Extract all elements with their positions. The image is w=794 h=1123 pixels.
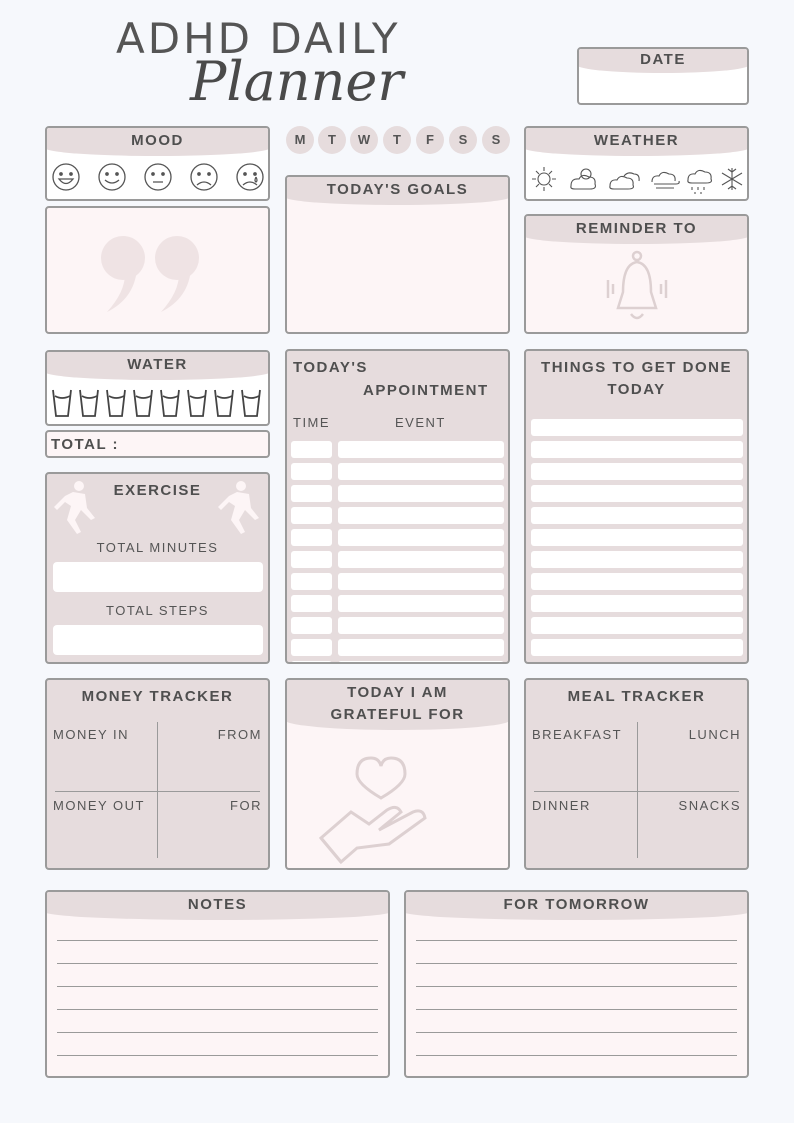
page-subtitle: Planner: [190, 50, 404, 113]
grateful-label-line2: GRATEFUL FOR: [330, 706, 465, 723]
water-glass-icon[interactable]: [161, 390, 179, 416]
notes-line: [57, 1032, 378, 1033]
water-glass-icon[interactable]: [188, 390, 206, 416]
day-monday[interactable]: M: [286, 126, 314, 154]
meal-breakfast-label: BREAKFAST: [532, 727, 623, 742]
todo-item-input[interactable]: [531, 419, 743, 436]
meal-lunch-label: LUNCH: [688, 727, 741, 742]
grateful-box[interactable]: [285, 678, 510, 870]
water-glasses: [51, 386, 267, 420]
day-friday[interactable]: F: [416, 126, 444, 154]
todo-item-input[interactable]: [531, 463, 743, 480]
appointment-event-input[interactable]: [338, 485, 504, 502]
smiling-face-icon[interactable]: [99, 164, 125, 190]
runner-icon: [215, 480, 265, 536]
exercise-box: [45, 472, 270, 664]
meal-divider-horizontal: [534, 791, 739, 792]
meal-divider-vertical: [637, 722, 638, 858]
mood-box: [45, 126, 270, 201]
appointment-time-label: TIME: [293, 415, 331, 430]
water-box: [45, 350, 270, 426]
tomorrow-label: FOR TOMORROW: [404, 890, 749, 920]
notes-box[interactable]: [45, 890, 390, 1078]
todo-item-input[interactable]: [531, 573, 743, 590]
date-label: DATE: [577, 47, 749, 73]
money-for-label: FOR: [230, 798, 262, 813]
runner-icon: [51, 480, 101, 536]
exercise-steps-input[interactable]: [53, 625, 263, 655]
heart-hand-icon: [317, 744, 447, 866]
tomorrow-line: [416, 1009, 737, 1010]
exercise-minutes-input[interactable]: [53, 562, 263, 592]
appointment-event-input[interactable]: [338, 551, 504, 568]
water-glass-icon[interactable]: [134, 390, 152, 416]
appointment-event-input[interactable]: [338, 617, 504, 634]
notes-line: [57, 986, 378, 987]
tomorrow-box[interactable]: [404, 890, 749, 1078]
partly-sunny-icon[interactable]: [571, 169, 596, 189]
sun-icon[interactable]: [532, 167, 556, 191]
tomorrow-line: [416, 940, 737, 941]
goals-box[interactable]: [285, 175, 510, 334]
bell-icon: [604, 250, 670, 330]
money-label: MONEY TRACKER: [81, 688, 234, 705]
todo-item-input[interactable]: [531, 507, 743, 524]
appointment-event-label: EVENT: [395, 415, 446, 430]
notes-label: NOTES: [45, 890, 390, 920]
money-out-label: MONEY OUT: [53, 798, 145, 813]
mood-faces: [47, 158, 268, 198]
meal-box: [524, 678, 749, 870]
appointment-time-input[interactable]: [291, 485, 332, 502]
meal-dinner-label: DINNER: [532, 798, 591, 813]
day-tuesday[interactable]: T: [318, 126, 346, 154]
money-from-label: FROM: [217, 727, 262, 742]
tomorrow-line: [416, 1032, 737, 1033]
frowning-face-icon[interactable]: [191, 164, 217, 190]
day-saturday[interactable]: S: [449, 126, 477, 154]
appointment-event-input[interactable]: [338, 441, 504, 458]
exercise-minutes-label: TOTAL MINUTES: [96, 540, 219, 555]
notes-line: [57, 963, 378, 964]
water-glass-icon[interactable]: [215, 390, 233, 416]
water-total-field[interactable]: [45, 430, 270, 458]
appointment-time-input[interactable]: [291, 661, 332, 664]
goals-label: TODAY'S GOALS: [285, 175, 510, 205]
appointment-label-line2: APPOINTMENT: [363, 382, 489, 399]
todo-item-input[interactable]: [531, 595, 743, 612]
money-box: [45, 678, 270, 870]
todo-item-input[interactable]: [531, 529, 743, 546]
reminder-label: REMINDER TO: [524, 214, 749, 244]
appointment-time-input[interactable]: [291, 595, 332, 612]
water-glass-icon[interactable]: [107, 390, 125, 416]
appointment-event-input[interactable]: [338, 507, 504, 524]
appointment-time-input[interactable]: [291, 617, 332, 634]
rain-icon[interactable]: [688, 170, 712, 194]
notes-line: [57, 940, 378, 941]
water-label: WATER: [45, 350, 270, 380]
appointment-event-input[interactable]: [338, 463, 504, 480]
appointment-time-input[interactable]: [291, 529, 332, 546]
todo-item-input[interactable]: [531, 639, 743, 656]
todo-item-input[interactable]: [531, 551, 743, 568]
appointment-label-line1: TODAY'S: [293, 359, 368, 376]
todo-label-line1: THINGS TO GET DONE: [541, 359, 732, 376]
appointment-time-input[interactable]: [291, 441, 332, 458]
date-box[interactable]: [577, 47, 749, 105]
cloudy-icon[interactable]: [610, 173, 639, 189]
notes-line: [57, 1009, 378, 1010]
tomorrow-line: [416, 1055, 737, 1056]
notes-line: [57, 1055, 378, 1056]
money-divider-horizontal: [55, 791, 260, 792]
appointment-time-input[interactable]: [291, 573, 332, 590]
money-in-label: MONEY IN: [53, 727, 130, 742]
todo-label-line2: TODAY: [607, 381, 666, 398]
tomorrow-line: [416, 963, 737, 964]
appointment-time-input[interactable]: [291, 551, 332, 568]
tomorrow-line: [416, 986, 737, 987]
appointment-time-input[interactable]: [291, 507, 332, 524]
water-total-label: TOTAL :: [51, 436, 119, 453]
appointment-box: [285, 349, 510, 664]
quote-icon: [99, 234, 209, 314]
weather-icons: [526, 162, 747, 196]
money-divider-vertical: [157, 722, 158, 858]
todo-item-input[interactable]: [531, 441, 743, 458]
water-glass-icon[interactable]: [80, 390, 98, 416]
appointment-event-input[interactable]: [338, 639, 504, 656]
exercise-steps-label: TOTAL STEPS: [106, 603, 209, 618]
appointment-event-input[interactable]: [338, 595, 504, 612]
appointment-event-input[interactable]: [338, 661, 504, 664]
todo-box: [524, 349, 749, 664]
meal-snacks-label: SNACKS: [678, 798, 741, 813]
water-glass-icon[interactable]: [242, 390, 260, 416]
water-glass-icon[interactable]: [53, 390, 71, 416]
appointment-event-input[interactable]: [338, 529, 504, 546]
weather-box: [524, 126, 749, 201]
day-thursday[interactable]: T: [383, 126, 411, 154]
reminder-box[interactable]: [524, 214, 749, 334]
crying-face-icon[interactable]: [237, 164, 263, 190]
weather-label: WEATHER: [524, 126, 749, 156]
day-sunday[interactable]: S: [482, 126, 510, 154]
snow-icon[interactable]: [722, 168, 742, 190]
appointment-event-input[interactable]: [338, 573, 504, 590]
grateful-label-line1: TODAY I AM: [347, 684, 448, 701]
windy-icon[interactable]: [652, 172, 679, 188]
meal-label: MEAL TRACKER: [567, 688, 706, 705]
appointment-time-input[interactable]: [291, 463, 332, 480]
grateful-header: [285, 678, 510, 730]
todo-item-input[interactable]: [531, 617, 743, 634]
appointment-time-input[interactable]: [291, 639, 332, 656]
todo-item-input[interactable]: [531, 485, 743, 502]
quote-box[interactable]: [45, 206, 270, 334]
neutral-face-icon[interactable]: [145, 164, 171, 190]
mood-label: MOOD: [45, 126, 270, 156]
laughing-face-icon[interactable]: [53, 164, 79, 190]
day-wednesday[interactable]: W: [350, 126, 378, 154]
page-title: ADHD DAILY: [116, 14, 401, 63]
exercise-label: EXERCISE: [113, 482, 202, 499]
